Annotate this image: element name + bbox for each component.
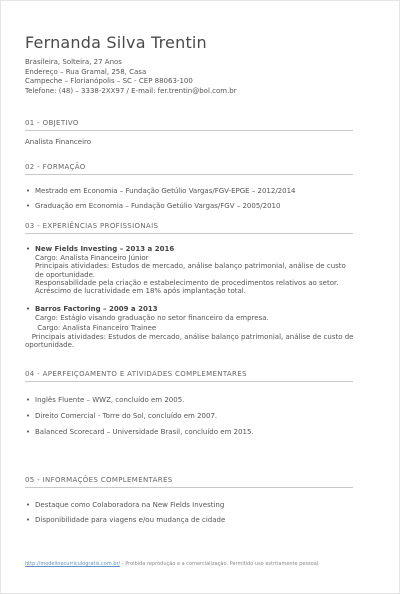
section-experiencias-header — [25, 222, 353, 234]
section-title: 04 - APERFEIÇOAMENTO E ATIVIDADES COMPLEMENTARES — [25, 370, 247, 378]
section-title: 01 - OBJETIVO — [25, 119, 79, 127]
aperfeicoamento-list — [25, 396, 254, 443]
bullet-icon: • — [26, 202, 31, 210]
job-details — [25, 254, 355, 295]
job-achievement: Acréscimo de lucratividade em 18% após implantação total. — [35, 287, 246, 296]
phone-email-line: Telefone: (48) – 3338-2XX97 / E-mail: fer.trentin@bol.com.br — [25, 86, 237, 95]
contact-block — [25, 58, 237, 96]
job-company: • Barros Factoring – 2009 a 2013 — [26, 305, 158, 313]
bullet-icon: • — [26, 428, 31, 436]
informacoes-list — [25, 501, 225, 531]
section-aperfeicoamento-header — [25, 370, 353, 382]
section-title: 05 - INFORMAÇÕES COMPLEMENTARES — [25, 476, 173, 484]
section-title: 03 - EXPERIÊNCIAS PROFISSIONAIS — [25, 222, 159, 230]
bullet-icon: • — [26, 501, 31, 509]
footer-note: - Proibida reprodução e a comercialização. Permitido uso estritamente pessoal. — [120, 561, 320, 567]
list-item: • Inglês Fluente – WWZ, concluído em 2005. — [26, 396, 185, 404]
formacao-list — [25, 187, 296, 217]
bullet-icon: • — [26, 305, 31, 313]
job-activities: Principais atividades: Estudos de mercado, análise balanço patrimonial, análise de custo de oportunidade. — [25, 332, 356, 349]
bullet-icon: • — [26, 396, 31, 404]
section-divider — [25, 174, 353, 175]
footer-link[interactable]: http://modelinecurriculogratis.com.br/ — [25, 561, 121, 567]
job-responsibility: Responsabilidade pela criação e estabelecimento de procedimentos relativos ao setor. — [35, 278, 339, 287]
bullet-icon: • — [26, 516, 31, 524]
section-divider — [25, 233, 353, 234]
job-role-trainee: Cargo: Analista Financeiro Trainee — [35, 324, 157, 333]
bullet-icon: • — [26, 412, 31, 420]
bullet-icon: • — [26, 245, 31, 253]
candidate-name: Fernanda Silva Trentin — [25, 33, 207, 52]
list-item: • Balanced Scorecard – Universidade Brasil, concluído em 2015. — [26, 428, 254, 436]
footer — [25, 561, 320, 567]
job-role: Cargo: Analista Financeiro Júnior — [35, 254, 149, 262]
experience-new-fields — [25, 245, 355, 295]
job-activities: Principais atividades: Estudos de mercado, análise balanço patrimonial, análise de custo de oportunidade. — [35, 262, 346, 279]
bullet-icon: • — [26, 187, 31, 195]
list-item: • Disponibilidade para viagens e/ou mudança de cidade — [26, 516, 226, 524]
section-divider — [25, 130, 353, 131]
section-formacao-header — [25, 163, 353, 175]
city-line: Campeche – Florianópolis – SC - CEP 88063-100 — [25, 77, 193, 86]
personal-info: Brasileira, Solteira, 27 Anos — [25, 58, 122, 66]
objetivo-text: Analista Financeiro — [25, 138, 92, 146]
address-line: Endereço – Rua Gramal, 258, Casa — [25, 67, 147, 76]
section-title: 02 - FORMAÇÃO — [25, 163, 86, 171]
job-company: • New Fields Investing – 2013 a 2016 — [26, 245, 175, 253]
experience-barros-factoring — [25, 305, 355, 349]
list-item: • Mestrado em Economia – Fundação Getúlio Vargas/FGV-EPGE – 2012/2014 — [26, 187, 296, 195]
job-details — [25, 314, 355, 349]
section-divider — [25, 381, 353, 382]
list-item: • Direito Comercial - Torre do Sol, concluído em 2007. — [26, 412, 218, 420]
job-role: Cargo: Estágio visando graduação no setor financeiro da empresa. — [35, 314, 269, 322]
list-item: • Graduação em Economia – Fundação Getúlio Vargas/FGV – 2005/2010 — [26, 202, 281, 210]
section-divider — [25, 487, 353, 488]
section-informacoes-header — [25, 476, 353, 488]
section-objetivo-header — [25, 119, 353, 131]
list-item: • Destaque como Colaboradora na New Fields Investing — [26, 501, 225, 509]
